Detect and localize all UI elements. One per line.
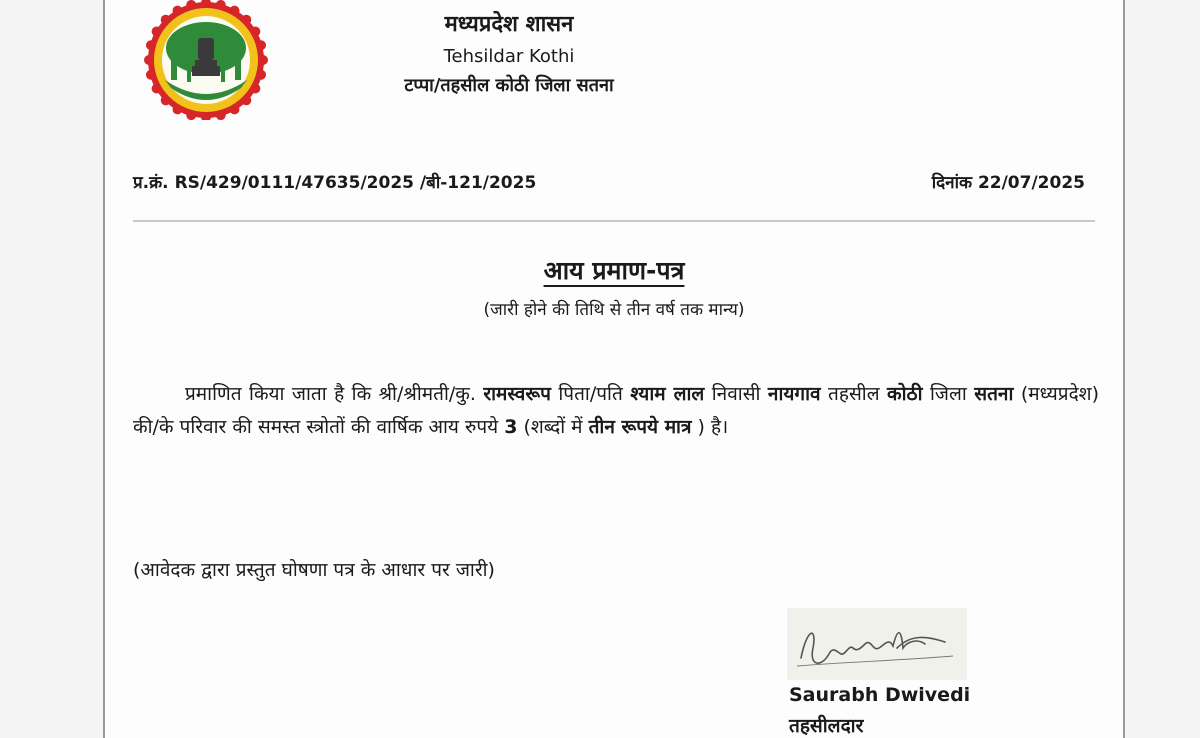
district-name: सतना bbox=[974, 383, 1014, 405]
seal-petal bbox=[173, 6, 183, 16]
signature bbox=[787, 608, 967, 680]
seal-petal bbox=[186, 0, 196, 10]
seal-petal bbox=[241, 15, 251, 25]
seal-petal bbox=[256, 40, 266, 50]
issuance-basis-note: (आवेदक द्वारा प्रस्तुत घोषणा पत्र के आधार पर जारी) bbox=[133, 559, 495, 581]
applicant-name: रामस्वरूप bbox=[483, 383, 551, 405]
tehsil-name: कोठी bbox=[887, 383, 923, 405]
seal-petal bbox=[186, 110, 196, 120]
seal-petal bbox=[258, 55, 268, 65]
seal-petal bbox=[161, 15, 171, 25]
seal-petal bbox=[152, 84, 162, 94]
issuing-government: मध्यप्रदेश शासन bbox=[444, 12, 574, 37]
seal-petal bbox=[241, 95, 251, 105]
validity-note: (जारी होने की तिथि से तीन वर्ष तक मान्य) bbox=[483, 300, 745, 320]
reference-number: प्र.क्रं. RS/429/0111/47635/2025 /बी-121/2025 bbox=[133, 173, 537, 193]
income-in-words: तीन रूपये मात्र bbox=[588, 416, 692, 438]
office-location: टप्पा/तहसील कोठी जिला सतना bbox=[404, 75, 614, 96]
income-amount: 3 bbox=[504, 416, 518, 438]
seal-petal bbox=[256, 70, 266, 80]
seal-petal bbox=[146, 70, 156, 80]
header-divider bbox=[133, 220, 1095, 222]
seal-petal bbox=[152, 27, 162, 37]
father-name: श्याम लाल bbox=[630, 383, 705, 405]
seal-petal bbox=[230, 6, 240, 16]
certificate-title: आय प्रमाण-पत्र bbox=[543, 256, 685, 285]
seal-petal bbox=[144, 55, 154, 65]
seal-petal bbox=[146, 40, 156, 50]
village-name: नायगाव bbox=[767, 383, 821, 405]
seal-petal bbox=[216, 0, 226, 10]
signatory-designation: तहसीलदार bbox=[789, 715, 864, 737]
seal-petal bbox=[230, 104, 240, 114]
issuing-office: Tehsildar Kothi bbox=[443, 46, 575, 67]
seal-petal bbox=[250, 27, 260, 37]
mp-government-emblem bbox=[143, 0, 269, 120]
issue-date: दिनांक 22/07/2025 bbox=[931, 173, 1085, 193]
seal-petal bbox=[173, 104, 183, 114]
certificate-body: प्रमाणित किया जाता है कि श्री/श्रीमती/कु. रामस्वरूप पिता/पति श्याम लाल निवासी नायगाव तहसील कोठी जिला सतना (मध्यप्रदेश) की/के परिवार की समस्त स्त्रोतों की वार्षिक आय रुपये 3 (शब्दों में तीन रूपये मात्र ) है। bbox=[133, 383, 1099, 438]
certificate-page bbox=[103, 0, 1125, 738]
seal-petal bbox=[216, 110, 226, 120]
seal-petal bbox=[161, 95, 171, 105]
seal-petal bbox=[250, 84, 260, 94]
signatory-name: Saurabh Dwivedi bbox=[789, 684, 971, 706]
